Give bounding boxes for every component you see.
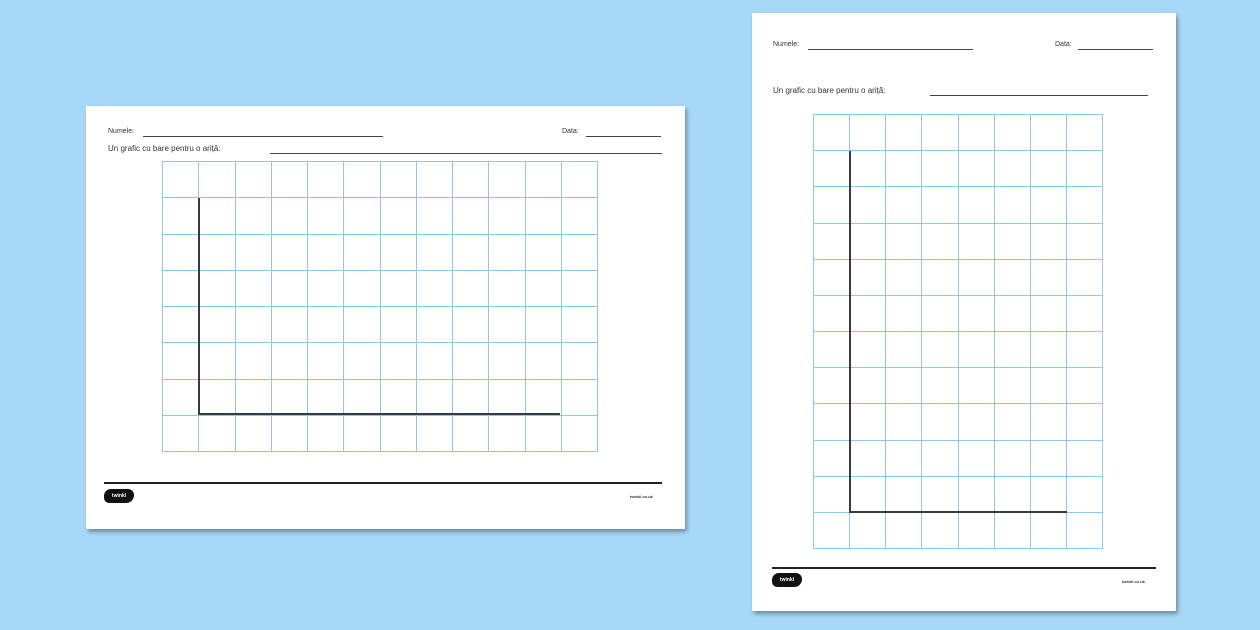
- grid-cell: [959, 187, 995, 223]
- grid-cell: [959, 477, 995, 513]
- graph-title-label: Un grafic cu bare pentru o ariță:: [773, 86, 886, 95]
- grid-cell: [489, 162, 525, 198]
- grid-cell: [886, 115, 922, 151]
- grid-cell: [814, 477, 850, 513]
- grid-cell: [562, 235, 598, 271]
- grid-cell: [163, 162, 199, 198]
- grid-cell: [489, 271, 525, 307]
- grid-cell: [1031, 115, 1067, 151]
- grid-cell: [995, 187, 1031, 223]
- twinkl-logo: twinkl: [104, 489, 134, 503]
- grid-cell: [922, 513, 958, 549]
- grid-cell: [562, 416, 598, 452]
- grid-cell: [922, 368, 958, 404]
- date-label: Data:: [1055, 41, 1072, 48]
- grid-cell: [236, 271, 272, 307]
- grid-cell: [381, 162, 417, 198]
- grid-cell: [417, 235, 453, 271]
- grid-cell: [199, 198, 235, 234]
- grid-cell: [308, 343, 344, 379]
- grid-cell: [814, 187, 850, 223]
- grid-cell: [1067, 224, 1103, 260]
- grid-cell: [489, 235, 525, 271]
- worksheet-landscape: [86, 106, 685, 529]
- grid-cell: [381, 343, 417, 379]
- name-label: Numele:: [773, 41, 800, 48]
- grid-cell: [850, 151, 886, 187]
- grid-cell: [199, 162, 235, 198]
- grid-cell: [959, 513, 995, 549]
- grid-cell: [922, 151, 958, 187]
- grid-cell: [417, 416, 453, 452]
- grid-cell: [562, 307, 598, 343]
- grid-cell: [199, 271, 235, 307]
- grid-cell: [959, 115, 995, 151]
- grid-cell: [814, 115, 850, 151]
- grid-cell: [236, 162, 272, 198]
- x-axis-line: [849, 511, 1067, 513]
- grid-cell: [526, 271, 562, 307]
- grid-cell: [995, 260, 1031, 296]
- grid-cell: [163, 198, 199, 234]
- y-axis-line: [198, 198, 200, 415]
- grid-cell: [850, 115, 886, 151]
- grid-cell: [236, 380, 272, 416]
- grid-cell: [1031, 477, 1067, 513]
- grid-cell: [308, 380, 344, 416]
- name-blank-line: [808, 49, 973, 50]
- grid-cell: [453, 162, 489, 198]
- name-blank-line: [143, 136, 383, 137]
- grid-cell: [526, 343, 562, 379]
- graph-title-blank-line: [270, 153, 662, 154]
- date-label: Data:: [562, 128, 579, 135]
- grid-cell: [959, 151, 995, 187]
- grid-cell: [1031, 224, 1067, 260]
- graph-grid: [162, 161, 598, 452]
- grid-cell: [453, 343, 489, 379]
- grid-cell: [814, 513, 850, 549]
- grid-cell: [236, 235, 272, 271]
- grid-cell: [886, 368, 922, 404]
- grid-cell: [886, 513, 922, 549]
- grid-cell: [308, 235, 344, 271]
- grid-cell: [562, 271, 598, 307]
- grid-cell: [1031, 296, 1067, 332]
- grid-cell: [526, 416, 562, 452]
- grid-cell: [850, 368, 886, 404]
- name-label: Numele:: [108, 128, 135, 135]
- grid-cell: [995, 296, 1031, 332]
- grid-cell: [308, 307, 344, 343]
- grid-cell: [417, 380, 453, 416]
- grid-cell: [453, 271, 489, 307]
- grid-cell: [236, 343, 272, 379]
- grid-cell: [1067, 187, 1103, 223]
- grid-cell: [814, 224, 850, 260]
- grid-cell: [526, 198, 562, 234]
- grid-cell: [1031, 260, 1067, 296]
- grid-cell: [959, 332, 995, 368]
- grid-cell: [850, 441, 886, 477]
- footer-url: twinkl.co.uk: [630, 494, 653, 499]
- grid-cell: [959, 296, 995, 332]
- grid-cell: [995, 224, 1031, 260]
- grid-cell: [1067, 151, 1103, 187]
- grid-cell: [995, 332, 1031, 368]
- grid-cell: [163, 343, 199, 379]
- grid-cell: [814, 296, 850, 332]
- grid-cell: [489, 307, 525, 343]
- grid-cell: [850, 187, 886, 223]
- grid-cell: [272, 416, 308, 452]
- grid-cell: [381, 380, 417, 416]
- grid-cell: [886, 187, 922, 223]
- grid-cell: [995, 513, 1031, 549]
- grid-cell: [272, 271, 308, 307]
- grid-cell: [272, 162, 308, 198]
- grid-cell: [886, 296, 922, 332]
- grid-cell: [922, 115, 958, 151]
- grid-cell: [1067, 115, 1103, 151]
- grid-cell: [1067, 368, 1103, 404]
- grid-cell: [381, 235, 417, 271]
- grid-cell: [272, 235, 308, 271]
- grid-cell: [344, 162, 380, 198]
- grid-cell: [1031, 187, 1067, 223]
- grid-cell: [417, 162, 453, 198]
- twinkl-logo: twinkl: [772, 573, 802, 587]
- footer-divider: [772, 567, 1156, 569]
- grid-cell: [1031, 513, 1067, 549]
- grid-cell: [308, 416, 344, 452]
- grid-cell: [453, 198, 489, 234]
- grid-cell: [526, 380, 562, 416]
- footer-divider: [104, 482, 662, 484]
- grid-cell: [308, 162, 344, 198]
- grid-cell: [163, 307, 199, 343]
- grid-cell: [1067, 296, 1103, 332]
- grid-cell: [344, 235, 380, 271]
- grid-cell: [922, 441, 958, 477]
- grid-cell: [417, 271, 453, 307]
- grid-cell: [344, 198, 380, 234]
- y-axis-line: [849, 151, 851, 513]
- grid-cell: [199, 416, 235, 452]
- grid-cell: [453, 416, 489, 452]
- date-blank-line: [586, 136, 661, 137]
- grid-cell: [850, 513, 886, 549]
- grid-cell: [199, 307, 235, 343]
- grid-cell: [995, 477, 1031, 513]
- grid-cell: [995, 151, 1031, 187]
- footer-url: twinkl.co.uk: [1122, 579, 1145, 584]
- grid-cell: [850, 224, 886, 260]
- grid-cell: [850, 260, 886, 296]
- grid-cell: [850, 296, 886, 332]
- grid-cell: [1067, 477, 1103, 513]
- grid-cell: [922, 224, 958, 260]
- grid-cell: [1031, 332, 1067, 368]
- grid-cell: [814, 332, 850, 368]
- grid-cell: [308, 198, 344, 234]
- grid-cell: [526, 307, 562, 343]
- grid-cell: [344, 416, 380, 452]
- grid-cell: [959, 441, 995, 477]
- grid-cell: [562, 343, 598, 379]
- grid-cell: [344, 380, 380, 416]
- grid-cell: [308, 271, 344, 307]
- grid-cell: [199, 343, 235, 379]
- grid-cell: [1031, 368, 1067, 404]
- grid-cell: [417, 307, 453, 343]
- grid-cell: [199, 235, 235, 271]
- graph-grid: [813, 114, 1103, 549]
- grid-cell: [814, 441, 850, 477]
- grid-cell: [922, 187, 958, 223]
- grid-cell: [814, 260, 850, 296]
- grid-cell: [381, 271, 417, 307]
- grid-cell: [1067, 404, 1103, 440]
- x-axis-line: [198, 413, 560, 415]
- grid-cell: [959, 260, 995, 296]
- grid-cell: [199, 380, 235, 416]
- grid-cell: [1067, 513, 1103, 549]
- grid-cell: [922, 477, 958, 513]
- grid-cell: [1067, 332, 1103, 368]
- grid-cell: [489, 380, 525, 416]
- grid-cell: [272, 307, 308, 343]
- grid-cell: [562, 380, 598, 416]
- grid-cell: [417, 343, 453, 379]
- grid-cell: [489, 198, 525, 234]
- grid-cell: [272, 380, 308, 416]
- grid-cell: [453, 235, 489, 271]
- grid-cell: [344, 271, 380, 307]
- date-blank-line: [1078, 49, 1153, 50]
- grid-cell: [886, 224, 922, 260]
- grid-cell: [1031, 441, 1067, 477]
- grid-cell: [453, 307, 489, 343]
- grid-cell: [995, 441, 1031, 477]
- grid-cell: [526, 162, 562, 198]
- graph-title-label: Un grafic cu bare pentru o ariță:: [108, 144, 221, 153]
- grid-cell: [489, 343, 525, 379]
- grid-cell: [163, 235, 199, 271]
- grid-cell: [381, 307, 417, 343]
- grid-cell: [163, 380, 199, 416]
- grid-cell: [1067, 441, 1103, 477]
- grid-cell: [1067, 260, 1103, 296]
- grid-cell: [959, 404, 995, 440]
- grid-cell: [1031, 151, 1067, 187]
- grid-cell: [236, 416, 272, 452]
- grid-cell: [1031, 404, 1067, 440]
- grid-cell: [814, 368, 850, 404]
- grid-cell: [489, 416, 525, 452]
- grid-cell: [922, 260, 958, 296]
- graph-title-blank-line: [930, 95, 1148, 96]
- grid-cell: [163, 416, 199, 452]
- grid-cell: [453, 380, 489, 416]
- grid-cell: [995, 368, 1031, 404]
- grid-cell: [272, 343, 308, 379]
- grid-cell: [886, 477, 922, 513]
- grid-cell: [995, 404, 1031, 440]
- grid-cell: [922, 296, 958, 332]
- grid-cell: [417, 198, 453, 234]
- grid-cell: [850, 332, 886, 368]
- grid-cell: [526, 235, 562, 271]
- grid-cell: [344, 307, 380, 343]
- grid-cell: [850, 477, 886, 513]
- grid-cell: [814, 151, 850, 187]
- grid-cell: [236, 198, 272, 234]
- grid-cell: [562, 162, 598, 198]
- grid-cell: [922, 404, 958, 440]
- grid-cell: [272, 198, 308, 234]
- grid-cell: [886, 404, 922, 440]
- worksheet-portrait: [752, 13, 1176, 611]
- grid-cell: [381, 416, 417, 452]
- grid-cell: [886, 332, 922, 368]
- grid-cell: [886, 441, 922, 477]
- grid-cell: [344, 343, 380, 379]
- grid-cell: [236, 307, 272, 343]
- grid-cell: [922, 332, 958, 368]
- grid-cell: [995, 115, 1031, 151]
- grid-cell: [959, 368, 995, 404]
- grid-cell: [381, 198, 417, 234]
- grid-cell: [886, 260, 922, 296]
- grid-cell: [562, 198, 598, 234]
- grid-cell: [814, 404, 850, 440]
- grid-cell: [886, 151, 922, 187]
- grid-cell: [850, 404, 886, 440]
- grid-cell: [163, 271, 199, 307]
- grid-cell: [959, 224, 995, 260]
